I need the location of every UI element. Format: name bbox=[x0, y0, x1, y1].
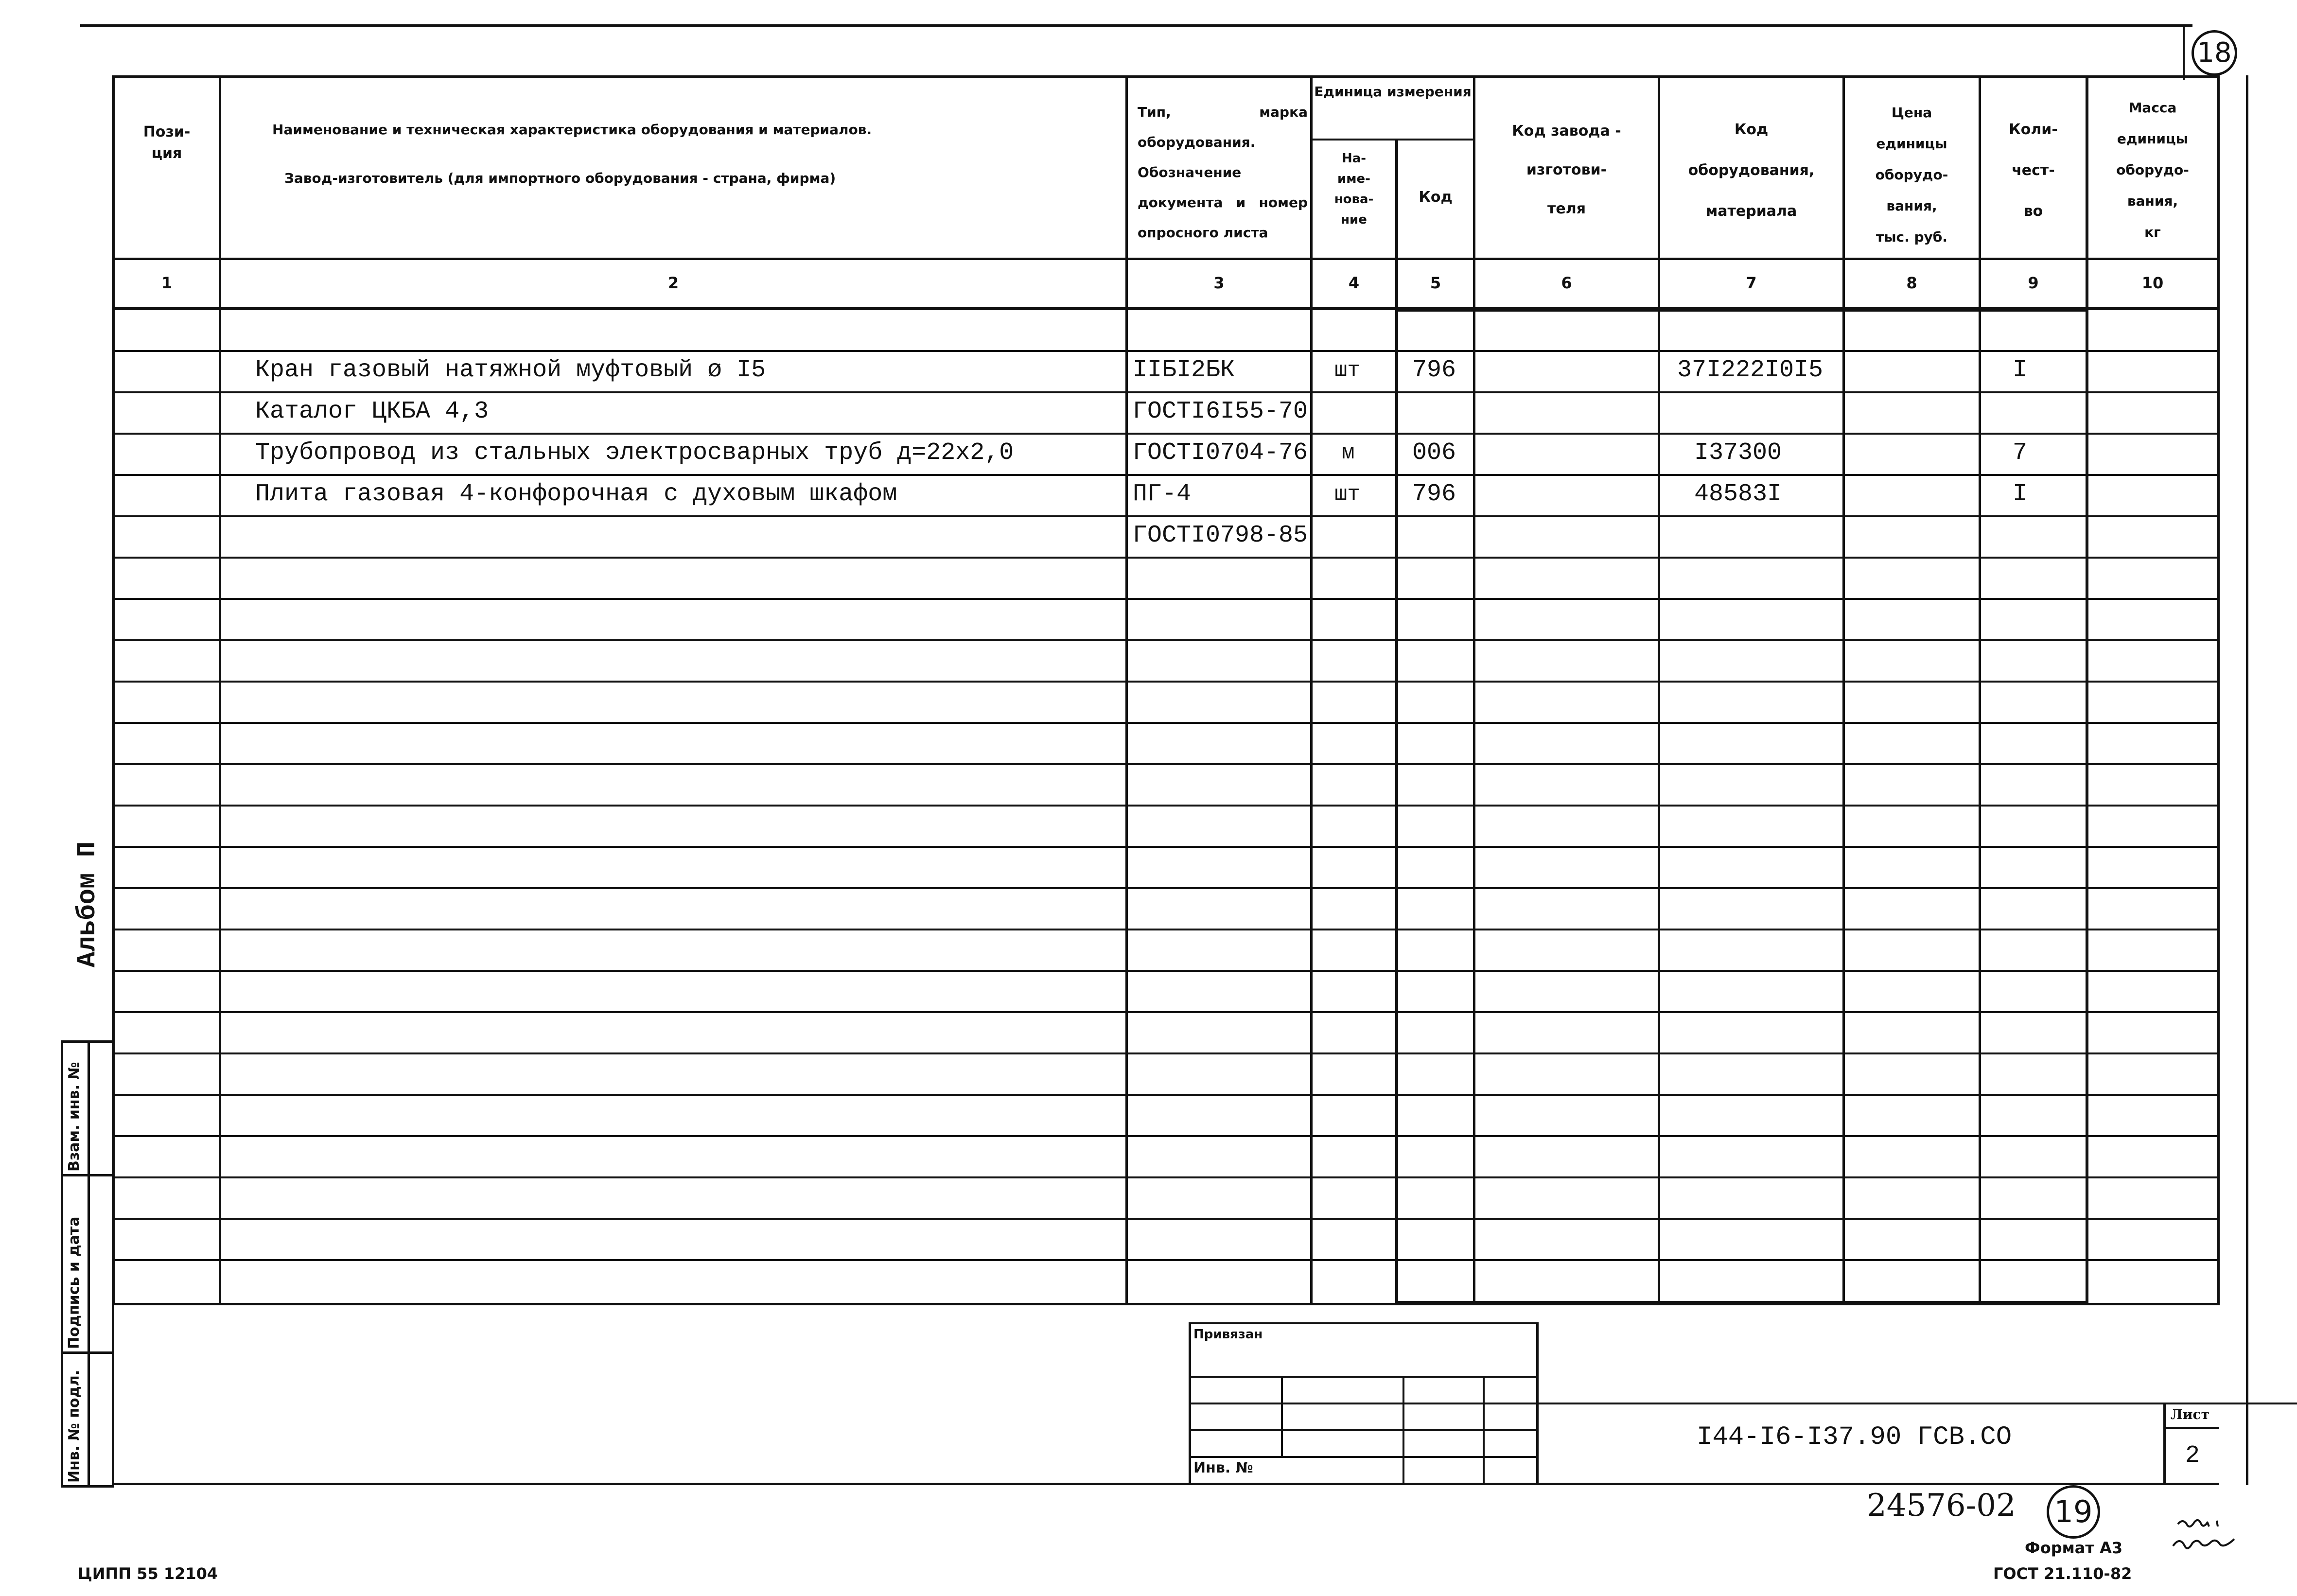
header-position: Пози- ция bbox=[143, 123, 191, 162]
col-number-1: 1 bbox=[161, 274, 173, 292]
row-unit: м bbox=[1342, 441, 1355, 465]
podpis-label: Подпись и дата bbox=[66, 1216, 83, 1349]
format-label: Формат А3 bbox=[2025, 1539, 2123, 1557]
header-type: Тип, марка оборудования. Обозначение документа и номер опросного листа bbox=[1138, 104, 1308, 241]
sheet-marker-top bbox=[2192, 30, 2237, 76]
row-code: 006 bbox=[1412, 439, 1456, 467]
row-type: ГОСТI0704-76 bbox=[1133, 439, 1308, 467]
row-type: IIБI2БК bbox=[1133, 356, 1235, 384]
col-number-10: 10 bbox=[2141, 274, 2164, 292]
privyazan-label: Привязан bbox=[1193, 1327, 1263, 1342]
row-equip: 48583I bbox=[1694, 480, 1782, 508]
row-type: ГОСТI6I55-70 bbox=[1133, 398, 1308, 425]
row-code: 796 bbox=[1412, 480, 1456, 508]
row-name: Трубопровод из стальных электросварных труб д=22x2,0 bbox=[255, 439, 1014, 467]
row-name: Плита газовая 4-конфорочная с духовым шкафом bbox=[255, 480, 897, 508]
col-number-2: 2 bbox=[667, 274, 679, 292]
row-name: Кран газовый натяжной муфтовый ø I5 bbox=[255, 356, 766, 384]
row-unit: шт bbox=[1334, 358, 1360, 383]
row-unit: шт bbox=[1334, 482, 1360, 507]
header-factory-code: Код завода - изготови- теля bbox=[1512, 123, 1621, 217]
row-equip: 37I222I0I5 bbox=[1677, 356, 1824, 384]
row-type: ГОСТI0798-85 bbox=[1133, 522, 1308, 549]
row-equip: I37300 bbox=[1694, 439, 1782, 467]
header-name-line2: Завод-изготовитель (для импортного оборудования - страна, фирма) bbox=[284, 170, 836, 186]
header-unit-code: Код bbox=[1419, 189, 1453, 206]
row-qty: I bbox=[2013, 480, 2028, 508]
col-number-6: 6 bbox=[1561, 274, 1572, 292]
col-number-5: 5 bbox=[1430, 274, 1441, 292]
header-unit-name: На- име- нова- ние bbox=[1334, 151, 1374, 227]
col-number-7: 7 bbox=[1746, 274, 1757, 292]
top-rule bbox=[80, 24, 2192, 27]
inv-no-label: Инв. № bbox=[1193, 1459, 1253, 1476]
header-mass: Масса единицы оборудо- вания, кг bbox=[2116, 100, 2189, 240]
header-equip-code: Код оборудования, материала bbox=[1688, 121, 1815, 220]
album-label: Альбом П bbox=[73, 841, 103, 967]
col-number-3: 3 bbox=[1213, 274, 1225, 292]
row-type: ПГ-4 bbox=[1133, 480, 1192, 508]
col-number-8: 8 bbox=[1906, 274, 1917, 292]
header-qty: Коли- чест- во bbox=[2009, 121, 2058, 220]
list-number: 2 bbox=[2185, 1442, 2200, 1470]
col-number-4: 4 bbox=[1348, 274, 1360, 292]
header-unit-group: Единица измерения bbox=[1314, 84, 1472, 100]
sheet-marker-bottom-text: 19 bbox=[2054, 1494, 2093, 1529]
row-qty: I bbox=[2013, 356, 2028, 384]
sheet-marker-bottom bbox=[2047, 1485, 2100, 1539]
marker-box-left bbox=[2183, 27, 2185, 80]
list-label: Лист bbox=[2171, 1406, 2209, 1422]
row-code: 796 bbox=[1412, 356, 1456, 384]
signature-scribble bbox=[2168, 1512, 2241, 1565]
gost-label: ГОСТ 21.110-82 bbox=[1993, 1564, 2132, 1583]
row-name: Каталог ЦКБА 4,3 bbox=[255, 398, 489, 425]
col-number-9: 9 bbox=[2028, 274, 2039, 292]
inv-podl-label: Инв. № подл. bbox=[66, 1369, 83, 1483]
cipp-label: ЦИПП 55 12104 bbox=[78, 1564, 218, 1583]
sheet-marker-top-text: 18 bbox=[2197, 37, 2232, 69]
vzam-inv-label: Взам. инв. № bbox=[66, 1062, 83, 1172]
row-qty: 7 bbox=[2013, 439, 2028, 467]
document-code: I44-I6-I37.90 ГСВ.СО bbox=[1697, 1422, 2012, 1452]
handwritten-number: 24576-02 bbox=[1867, 1488, 2016, 1524]
header-price: Цена единицы оборудо- вания, тыс. руб. bbox=[1875, 105, 1948, 245]
header-name-line1: Наименование и техническая характеристика оборудования и материалов. bbox=[272, 122, 872, 138]
